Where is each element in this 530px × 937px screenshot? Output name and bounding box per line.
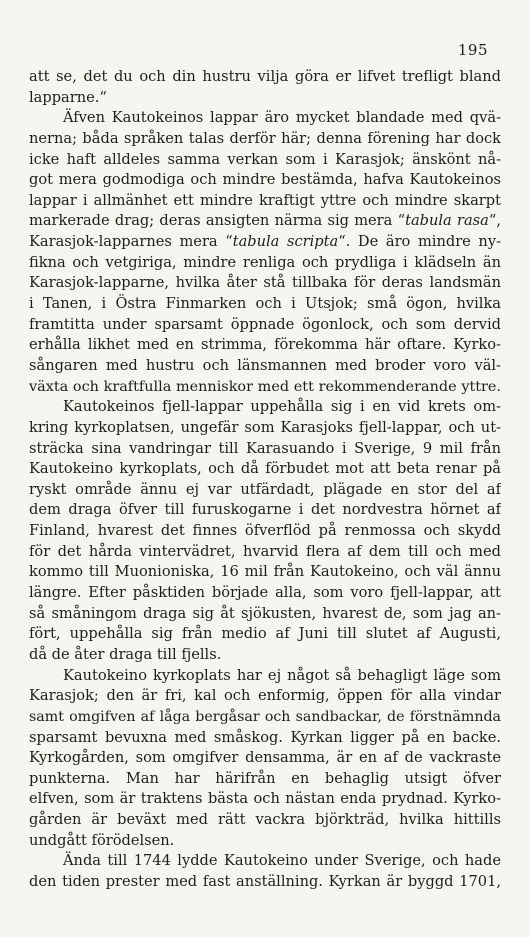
text-line: Karasjok-lapparnes mera “tabula scripta“. De äro mindre ny- — [29, 233, 501, 251]
text-line: markerade drag; deras ansigten närma sig mera “tabula rasa“, — [29, 212, 501, 230]
text-line: undgått förödelsen. — [29, 831, 175, 849]
text-line: Karasjok-lapparne, hvilka åter stå tillbaka för deras landsmän — [29, 274, 501, 292]
text-line: sträcka sina vandringar till Karasuando i Sverige, 9 mil från — [29, 439, 501, 457]
text-line: ryskt område ännu ej var utfärdadt, plägade en stor del af — [29, 480, 501, 498]
text-line: Kautokeinos fjell-lappar uppehålla sig i en vid krets om- — [63, 398, 501, 416]
text-line: sångaren med hustru och länsmannen med broder voro väl- — [29, 356, 501, 374]
text-line: Ända till 1744 lydde Kautokeino under Sverige, och hade — [63, 852, 501, 870]
text-line: samt omgifven af låga bergåsar och sandbackar, de förstnämnda — [29, 708, 501, 725]
text-line: längre. Efter påsktiden började alla, som voro fjell-lappar, att — [29, 584, 501, 602]
text-line: punkterna. Man har härifrån en behaglig utsigt öfver — [29, 769, 501, 787]
text-line: så småningom draga sig åt sjökusten, hvarest de, som jag an- — [29, 604, 501, 622]
text-line: elfven, som är traktens bästa och nästan enda prydnad. Kyrko- — [29, 790, 501, 808]
text-line: icke haft alldeles samma verkan som i Karasjok; änskönt nå- — [29, 150, 501, 168]
text-line: erhålla likhet med en strimma, förekomma här oftare. Kyrko- — [29, 336, 501, 354]
text-line: för det hårda vintervädret, hvarvid flera af dem till och med — [29, 542, 501, 560]
text-line: fikna och vetgiriga, mindre renliga och prydliga i klädseln än — [29, 253, 501, 271]
page-number: 195 — [457, 41, 488, 59]
text-line: sparsamt bevuxna med småskog. Kyrkan ligger på en backe. — [29, 728, 501, 746]
text-line: i Tanen, i Östra Finmarken och i Utsjok; små ögon, hvilka — [29, 295, 501, 313]
text-line: Finland, hvarest det finnes öfverflöd på renmossa och skydd — [29, 522, 501, 540]
text-line: Äfven Kautokeinos lappar äro mycket blandade med qvä- — [63, 109, 501, 127]
text-line: den tiden prester med fast anställning. Kyrkan är byggd 1701, — [29, 872, 501, 890]
body-text — [29, 67, 501, 893]
text-line: got mera godmodiga och mindre bestämda, hafva Kautokeinos — [29, 171, 501, 189]
text-line: gården är beväxt med rätt vackra björkträd, hvilka hittills — [29, 811, 501, 829]
text-line: växta och kraftfulla menniskor med ett rekommenderande yttre. — [29, 378, 501, 395]
text-line: fört, uppehålla sig från medio af Juni till slutet af Augusti, — [29, 625, 501, 643]
text-line: kommo till Muonioniska, 16 mil från Kautokeino, och väl ännu — [29, 563, 501, 581]
text-line: kring kyrkoplatsen, ungefär som Karasjoks fjell-lappar, och ut- — [29, 418, 501, 436]
text-line: Kyrkogården, som omgifver densamma, är en af de vackraste — [29, 749, 501, 767]
text-line: lapparne.“ — [29, 88, 107, 106]
text-line: Karasjok; den är fri, kal och enformig, öppen för alla vindar — [29, 687, 501, 705]
text-line: Kautokeino kyrkoplats har ej något så behagligt läge som — [63, 666, 501, 684]
text-line: då de åter draga till fjells. — [29, 645, 222, 663]
text-line: lappar i allmänhet ett mindre kraftigt yttre och mindre skarpt — [29, 191, 501, 209]
text-line: framtitta under sparsamt öppnade ögonlock, och som dervid — [29, 315, 501, 333]
text-line: nerna; båda språken talas derför här; denna förening har dock — [29, 129, 501, 147]
text-line: dem draga öfver till furuskogarne i det nordvestra hörnet af — [29, 501, 501, 519]
text-line: Kautokeino kyrkoplats, och då förbudet mot att beta renar på — [29, 460, 501, 478]
text-line: att se, det du och din hustru vilja göra er lifvet trefligt bland — [29, 68, 501, 85]
